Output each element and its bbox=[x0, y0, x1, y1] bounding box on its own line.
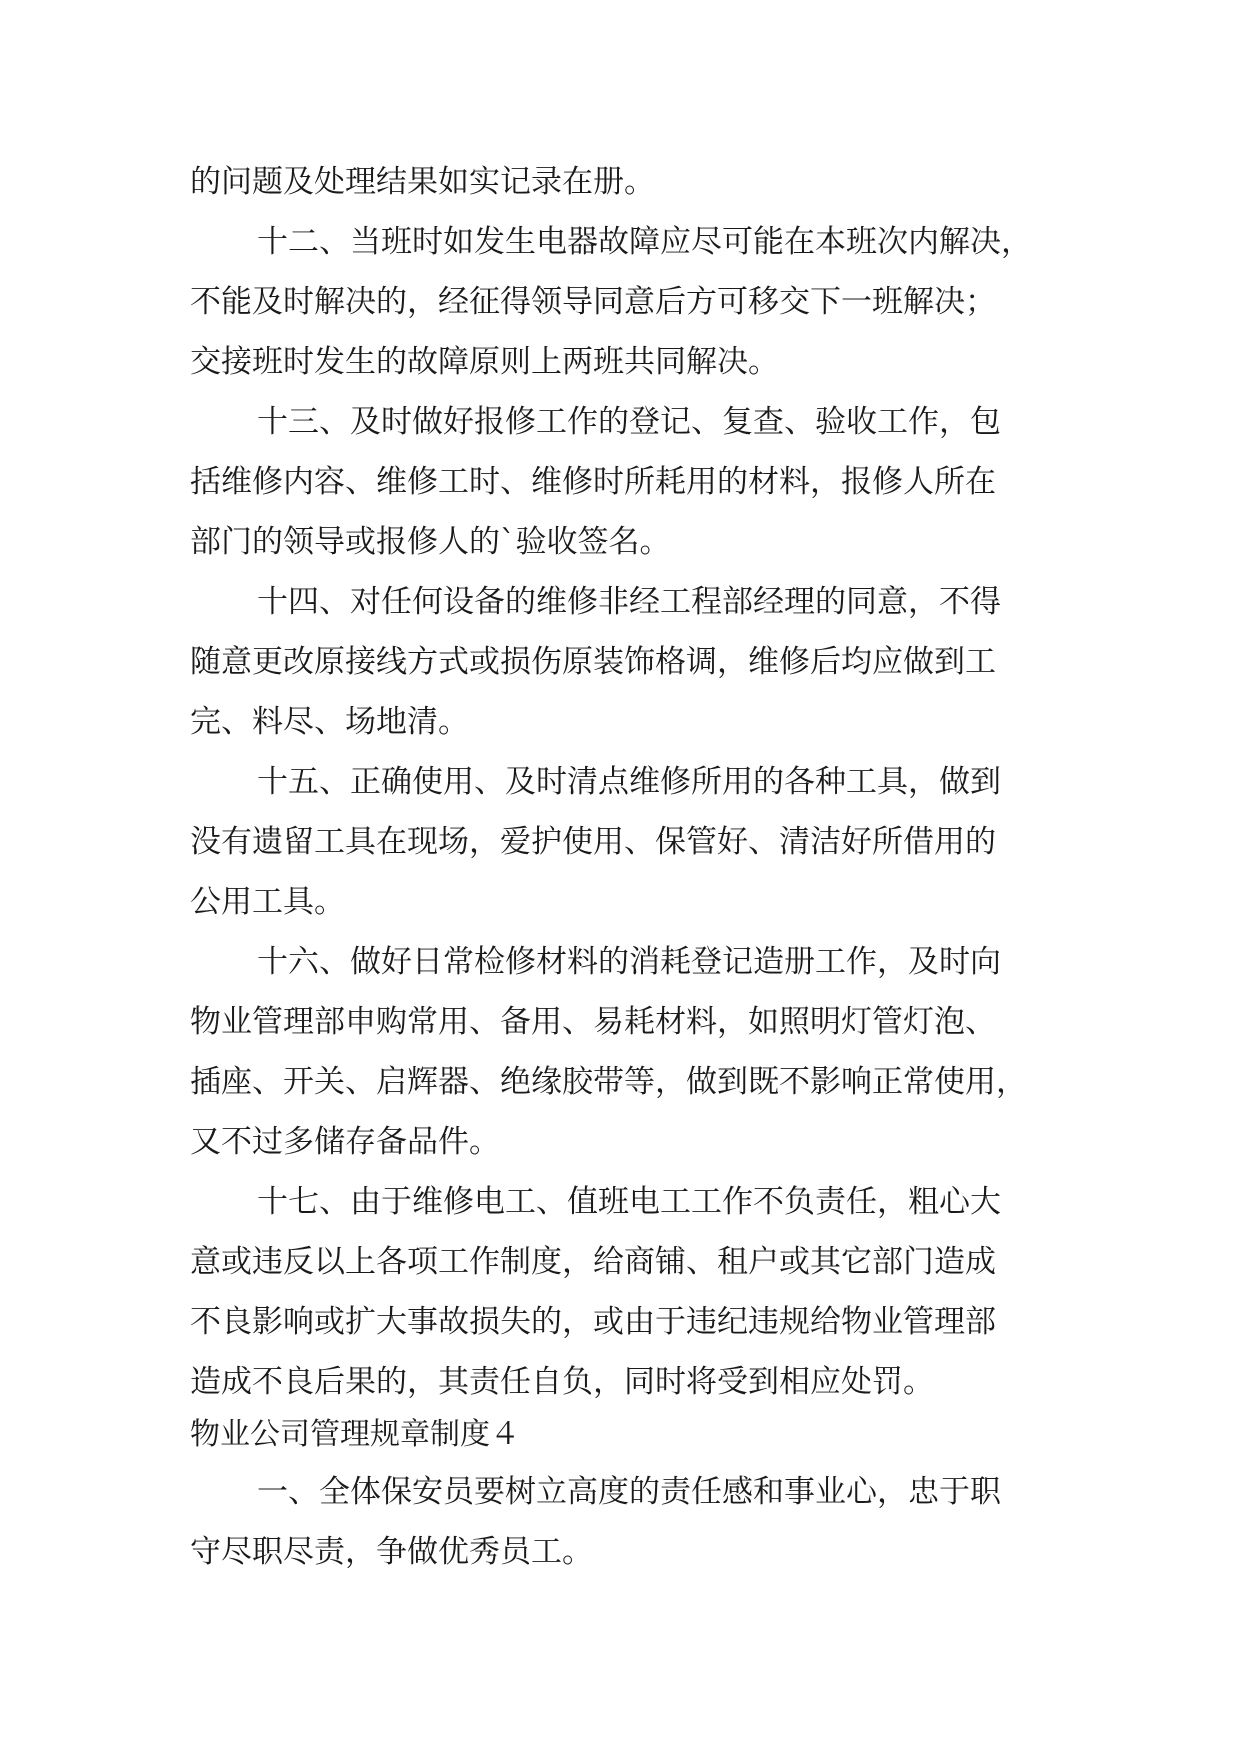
paragraph-12-line: 十二、当班时如发生电器故障应尽可能在本班次内解决， bbox=[257, 224, 1032, 260]
paragraph-17-line: 不良影响或扩大事故损失的，或由于违纪违规给物业管理部 bbox=[190, 1304, 996, 1340]
paragraph-15-line: 公用工具。 bbox=[190, 884, 345, 920]
paragraph-14-line: 完、料尽、场地清。 bbox=[190, 704, 469, 740]
paragraph-16-line: 插座、开关、启辉器、绝缘胶带等，做到既不影响正常使用， bbox=[190, 1064, 1027, 1100]
paragraph-16-line: 又不过多储存备品件。 bbox=[190, 1124, 500, 1160]
paragraph-17-line: 造成不良后果的，其责任自负，同时将受到相应处罚。 bbox=[190, 1364, 934, 1400]
paragraph-13-line: 十三、及时做好报修工作的登记、复查、验收工作，包 bbox=[257, 404, 1001, 440]
paragraph-17-line: 意或违反以上各项工作制度，给商铺、租户或其它部门造成 bbox=[190, 1244, 996, 1280]
paragraph-12-line: 交接班时发生的故障原则上两班共同解决。 bbox=[190, 344, 779, 380]
paragraph-14-line: 十四、对任何设备的维修非经工程部经理的同意，不得 bbox=[257, 584, 1001, 620]
paragraph-13-line: 括维修内容、维修工时、维修时所耗用的材料，报修人所在 bbox=[190, 464, 996, 500]
paragraph-12-line: 不能及时解决的，经征得领导同意后方可移交下一班解决； bbox=[190, 284, 996, 320]
paragraph-15-line: 十五、正确使用、及时清点维修所用的各种工具，做到 bbox=[257, 764, 1001, 800]
paragraph-1-line: 守尽职尽责，争做优秀员工。 bbox=[190, 1534, 593, 1570]
paragraph-line: 的问题及处理结果如实记录在册。 bbox=[190, 164, 655, 200]
paragraph-14-line: 随意更改原接线方式或损伤原装饰格调，维修后均应做到工 bbox=[190, 644, 996, 680]
paragraph-15-line: 没有遗留工具在现场，爱护使用、保管好、清洁好所借用的 bbox=[190, 824, 996, 860]
paragraph-1-line: 一、全体保安员要树立高度的责任感和事业心，忠于职 bbox=[257, 1474, 1001, 1510]
paragraph-17-line: 十七、由于维修电工、值班电工工作不负责任，粗心大 bbox=[257, 1184, 1001, 1220]
paragraph-13-line: 部门的领导或报修人的`验收签名。 bbox=[190, 524, 671, 560]
paragraph-16-line: 十六、做好日常检修材料的消耗登记造册工作，及时向 bbox=[257, 944, 1001, 980]
paragraph-16-line: 物业管理部申购常用、备用、易耗材料，如照明灯管灯泡、 bbox=[190, 1004, 996, 1040]
section-heading: 物业公司管理规章制度４ bbox=[190, 1417, 520, 1452]
